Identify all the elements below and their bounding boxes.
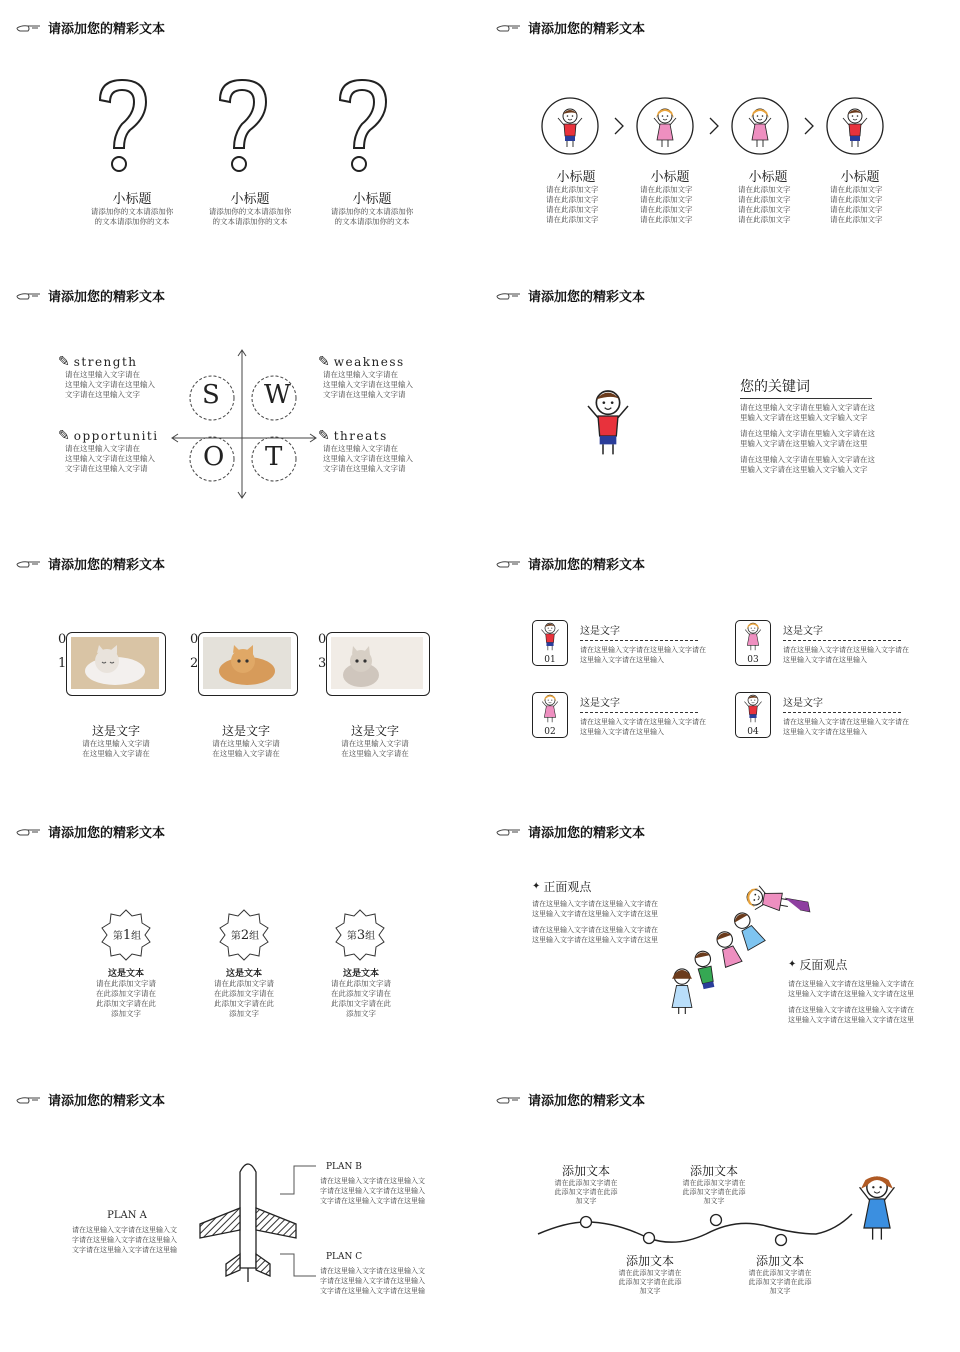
slide-title: 请添加您的精彩文本 [48,290,166,305]
item-title: 小标题 [112,192,152,207]
plan-text: 请在这里输入文字请在这里输入文 [320,1267,425,1275]
pointing-hand-icon [496,827,522,837]
pointing-hand-icon [16,23,42,33]
timeline-title: 添加文本 [625,1254,674,1268]
wave-timeline [536,1204,856,1248]
timeline-node [644,1233,655,1244]
badge-label [104,927,150,943]
card-number: 03 [747,655,759,665]
item-title: 小标题 [352,192,392,207]
badge-text: 组 [131,931,142,942]
timeline-text: 此添加文字请在此添 [554,1188,618,1196]
group-item [90,966,162,1019]
girl-illustration-icon [842,1164,912,1260]
item-text: 请在此添加文字 [738,195,791,204]
swot-label: weakness [333,355,405,369]
slide-title: 请添加您的精彩文本 [48,22,166,37]
keyword-text: 里输入文字请在这里输入文字输入文字 [740,413,868,422]
slide-viewpoints [480,804,950,1066]
slide-title: 请添加您的精彩文本 [528,558,646,573]
caption-text: 在这里输入文字请在 [82,749,150,758]
timeline-node [581,1217,592,1228]
item-text: 请添加你的文本请添加你 [208,207,292,216]
swot-letter-t: T [265,442,283,472]
timeline-item [678,1162,750,1206]
badge-number: 3 [356,928,366,943]
card-text: 请在这里输入文字请在这里输入文字请在 [783,646,909,654]
timeline-text: 此添加文字请在此添 [682,1188,746,1196]
group-text: 在此添加文字请在 [96,989,156,998]
swot-text: 文字请在这里输入文字请 [323,390,406,399]
caption-title: 这是文字 [221,724,270,738]
item-text: 请在此添加文字 [546,185,599,194]
keyword-title: 您的关键词 [740,376,872,399]
view-title: 反面观点 [799,958,848,972]
slide-groups [0,804,470,1066]
caption-title: 这是文字 [350,724,399,738]
card-number: 3 [318,656,327,671]
card-text: 这里输入文字请在这里输入 [783,728,867,736]
slide-plans [0,1072,470,1334]
cat-caption [66,722,166,759]
pointing-hand-icon [16,1095,42,1105]
card-text: 请在这里输入文字请在这里输入文字请在 [783,718,909,726]
question-mark-icon [220,80,266,148]
item-text: 请在此添加文字 [640,185,693,194]
item-text: 请在此添加文字 [640,195,693,204]
timeline-text: 加文字 [769,1287,791,1295]
keyword-text: 请在这里输入文字请在里输入文字请在这 [740,403,875,412]
badge-label [338,927,384,943]
badge-text: 第 [112,931,123,942]
keyword-text: 里输入文字请在这里输入文字请在这里 [740,439,868,448]
group-text: 此添加文字请在此 [214,999,274,1008]
badge-number: 1 [122,928,132,943]
slide-timeline [480,1072,950,1334]
dashed-divider [580,640,698,641]
pencil-icon: ✎ [58,354,70,370]
swot-letter-s: S [202,380,220,410]
item-title: 小标题 [556,170,596,185]
plan-text: 文字请在这里输入文字请在这里输 [320,1287,425,1295]
slide-title: 请添加您的精彩文本 [48,826,166,841]
item-text: 请在此添加文字 [830,195,883,204]
timeline-item [550,1162,622,1206]
boy-illustration-icon [558,366,658,491]
group-item [325,966,397,1019]
item-text: 请在此添加文字 [546,205,599,214]
card-title: 这是文字 [783,626,823,637]
item-text: 请在此添加文字 [640,205,693,214]
item-title: 小标题 [650,170,690,185]
item-text: 请在此添加文字 [738,185,791,194]
swot-text: 请在这里输入文字请在 [65,444,140,453]
pointing-hand-icon [496,1095,522,1105]
dashed-divider [783,712,901,713]
card-title: 这是文字 [580,698,620,709]
item-text: 请在此添加文字 [830,215,883,224]
swot-threats [318,428,438,474]
keyword-block [740,376,890,475]
card-text: 请在这里输入文字请在这里输入文字请在 [580,718,706,726]
dashed-divider [783,640,901,641]
plan-text: 字请在这里输入文字请在这里输入 [72,1236,177,1244]
slide-header [496,286,645,305]
timeline-node [711,1215,722,1226]
item-text: 请在此添加文字 [830,185,883,194]
card-number: 04 [747,727,759,737]
pointing-hand-icon [496,559,522,569]
swot-text: 这里输入文字请在这里输入 [65,380,155,389]
sparkle-icon: ✦ [788,959,797,970]
plan-label: PLAN A [107,1210,147,1221]
swot-strength [58,354,178,400]
pointing-hand-icon [496,291,522,301]
kid-frame [735,692,771,738]
pointing-hand-icon [16,291,42,301]
question-dot-icon [112,157,126,171]
question-mark-icon [340,80,386,148]
slide-header [16,822,165,841]
item-text: 请添加你的文本请添加你 [330,207,414,216]
girl-icon [533,693,567,723]
badge-text: 组 [365,931,376,942]
card-text: 这里输入文字请在这里输入 [580,656,664,664]
slide-title: 请添加您的精彩文本 [48,558,166,573]
chevron-right-icon [805,118,813,134]
view-text: 请在这里输入文字请在这里输入文字请在 [788,1006,914,1014]
item-text: 请在此添加文字 [546,215,599,224]
swot-weakness [318,354,438,400]
slide-header [496,1090,645,1109]
slide-keyword [480,268,950,530]
plan-c [320,1252,430,1296]
timeline-item [744,1252,816,1296]
group-title: 这是文本 [107,969,144,979]
keyword-text: 请在这里输入文字请在里输入文字请在这 [740,455,875,464]
view-text: 这里输入文字请在这里输入文字请在这里 [788,1016,914,1024]
pencil-icon: ✎ [318,428,330,444]
item-text: 请在此添加文字 [738,215,791,224]
dashed-divider [580,712,698,713]
timeline-title: 添加文本 [689,1164,738,1178]
swot-text: 这里输入文字请在这里输入 [65,454,155,463]
keyword-text: 请在这里输入文字请在里输入文字请在这 [740,429,875,438]
caption-text: 在这里输入文字请在 [341,749,409,758]
boy-icon [533,621,567,651]
badge-text: 组 [249,931,260,942]
group-text: 此添加文字请在此 [96,999,156,1008]
boy-icon [558,109,582,147]
slide-header [16,1090,165,1109]
card-number: 0 [58,632,67,647]
girl-icon [654,109,676,147]
item-text: 请在此添加文字 [830,205,883,214]
slide-swot [0,268,470,530]
keyword-text: 里输入文字请在这里输入文字输入文字 [740,465,868,474]
caption-title: 这是文字 [91,724,140,738]
pencil-icon: ✎ [58,428,70,444]
plan-text: 字请在这里输入文字请在这里输入 [320,1277,425,1285]
plan-text: 请在这里输入文字请在这里输入文 [320,1177,425,1185]
swot-text: 文字请在这里输入文字请 [65,464,148,473]
boy-icon [843,109,867,147]
cat-card [318,632,438,696]
cat-card [58,632,168,696]
slide-cats [0,536,470,798]
kid-frame [735,620,771,666]
group-text: 此添加文字请在此 [331,999,391,1008]
pointing-hand-icon [16,827,42,837]
timeline-text: 加文字 [703,1197,725,1205]
plan-a [72,1210,182,1255]
card-number: 0 [190,632,199,647]
group-text: 在此添加文字请在 [331,989,391,998]
slide-header [496,18,645,37]
chevron-right-icon [615,118,623,134]
badge-label [222,927,268,943]
negative-view [788,956,938,1025]
slide-header [16,18,165,37]
badge-text: 第 [346,931,357,942]
caption-text: 请在这里输入文字请 [212,739,280,748]
timeline-text: 请在此添加文字请在 [554,1179,618,1187]
caption-text: 在这里输入文字请在 [212,749,280,758]
slide-header [16,286,165,305]
view-text: 请在这里输入文字请在这里输入文字请在 [532,900,658,908]
kid-frame [532,620,568,666]
timeline-title: 添加文本 [755,1254,804,1268]
view-text: 这里输入文字请在这里输入文字请在这里 [788,990,914,998]
slide-questions [0,0,470,262]
question-item [200,188,300,227]
badge-number: 2 [240,928,250,943]
swot-label: opportuniti [73,429,159,443]
swot-text: 请在这里输入文字请在 [323,370,398,379]
item-text: 的文本请添加你的文本 [212,217,288,226]
group-text: 添加文字 [229,1009,259,1018]
question-item [322,188,422,227]
slide-header [496,554,645,573]
card-number: 02 [544,727,556,737]
airplane-icon [176,1158,326,1288]
question-dot-icon [232,157,246,171]
cat-photo-frame [66,632,166,696]
slide-header [16,554,165,573]
card-number: 01 [544,655,556,665]
swot-text: 文字请在这里输入文字请 [323,464,406,473]
item-text: 的文本请添加你的文本 [94,217,170,226]
card-text: 这里输入文字请在这里输入 [580,728,664,736]
swot-text: 文字请在这里输入文字 [65,390,140,399]
view-text: 请在这里输入文字请在这里输入文字请在 [532,926,658,934]
item-text: 请在此添加文字 [738,205,791,214]
timeline-text: 加文字 [639,1287,661,1295]
item-title: 小标题 [748,170,788,185]
cat-caption [196,722,296,759]
view-title: 正面观点 [543,880,592,894]
slide-title: 请添加您的精彩文本 [528,826,646,841]
card-number: 1 [58,656,67,671]
plan-text: 请在这里输入文字请在这里输入文 [72,1226,177,1234]
timeline-item [614,1252,686,1296]
group-title: 这是文本 [342,969,379,979]
card-number: 0 [318,632,327,647]
item-title: 小标题 [840,170,880,185]
slide-title: 请添加您的精彩文本 [48,1094,166,1109]
swot-text: 请在这里输入文字请在 [323,444,398,453]
group-text: 添加文字 [111,1009,141,1018]
timeline-text: 此添加文字请在此添 [748,1278,812,1286]
step-item [738,166,798,225]
cat-photo-frame [326,632,430,696]
card-text: 这里输入文字请在这里输入 [783,656,867,664]
timeline-title: 添加文本 [561,1164,610,1178]
plan-text: 字请在这里输入文字请在这里输入 [320,1187,425,1195]
swot-opportunities [58,428,178,474]
card-text: 请在这里输入文字请在这里输入文字请在 [580,646,706,654]
group-text: 请在此添加文字请 [96,979,156,988]
timeline-text: 加文字 [575,1197,597,1205]
question-marks [90,78,430,178]
timeline-text: 请在此添加文字请在 [748,1269,812,1277]
plan-label: PLAN B [326,1162,362,1172]
kid-frame [532,692,568,738]
step-item [830,166,890,225]
plan-label: PLAN C [326,1252,363,1262]
chevron-right-icon [710,118,718,134]
swot-letter-w: W [264,380,291,410]
plan-text: 文字请在这里输入文字请在这里输 [72,1246,177,1254]
swot-text: 这里输入文字请在这里输入 [323,380,413,389]
item-text: 请在此添加文字 [640,215,693,224]
swot-text: 这里输入文字请在这里输入 [323,454,413,463]
step-item [546,166,606,225]
question-dot-icon [352,157,366,171]
cat-photo-icon [331,637,423,689]
boy-icon [736,693,770,723]
timeline-text: 请在此添加文字请在 [682,1179,746,1187]
timeline-text: 请在此添加文字请在 [618,1269,682,1277]
slide-kid-cards [480,536,950,798]
caption-text: 请在这里输入文字请 [341,739,409,748]
view-text: 请在这里输入文字请在这里输入文字请在 [788,980,914,988]
slide-title: 请添加您的精彩文本 [528,22,646,37]
girl-icon [749,109,771,147]
item-text: 请在此添加文字 [546,195,599,204]
group-title: 这是文本 [225,969,262,979]
timeline-node [776,1235,787,1246]
item-text: 的文本请添加你的文本 [334,217,410,226]
pointing-hand-icon [16,559,42,569]
badge-text: 第 [230,931,241,942]
caption-text: 请在这里输入文字请 [82,739,150,748]
step-item [640,166,700,225]
cat-card [190,632,300,696]
group-item [208,966,280,1019]
view-text: 这里输入文字请在这里输入文字请在这里 [532,910,658,918]
item-text: 请添加你的文本请添加你 [90,207,174,216]
cat-photo-frame [198,632,298,696]
group-text: 请在此添加文字请 [331,979,391,988]
cat-photo-icon [203,637,291,689]
girl-icon [736,621,770,651]
slide-title: 请添加您的精彩文本 [528,1094,646,1109]
kids-step-row [540,96,900,158]
sparkle-icon: ✦ [532,881,541,892]
plan-b [320,1162,430,1206]
swot-text: 请在这里输入文字请在 [65,370,140,379]
plan-text: 文字请在这里输入文字请在这里输 [320,1197,425,1205]
pencil-icon: ✎ [318,354,330,370]
slide-kids-steps [480,0,950,262]
question-mark-icon [100,80,146,148]
pointing-hand-icon [496,23,522,33]
view-text: 这里输入文字请在这里输入文字请在这里 [532,936,658,944]
group-text: 添加文字 [346,1009,376,1018]
card-title: 这是文字 [580,626,620,637]
swot-label: strength [73,355,138,369]
card-title: 这是文字 [783,698,823,709]
item-title: 小标题 [230,192,270,207]
group-text: 请在此添加文字请 [214,979,274,988]
group-text: 在此添加文字请在 [214,989,274,998]
timeline-text: 此添加文字请在此添 [618,1278,682,1286]
swot-diagram [170,346,320,502]
swot-letter-o: O [203,442,225,472]
card-number: 2 [190,656,199,671]
swot-label: threats [333,429,388,443]
cat-photo-icon [71,637,159,689]
slide-header [496,822,645,841]
question-item [82,188,182,227]
slide-title: 请添加您的精彩文本 [528,290,646,305]
cat-caption [325,722,425,759]
